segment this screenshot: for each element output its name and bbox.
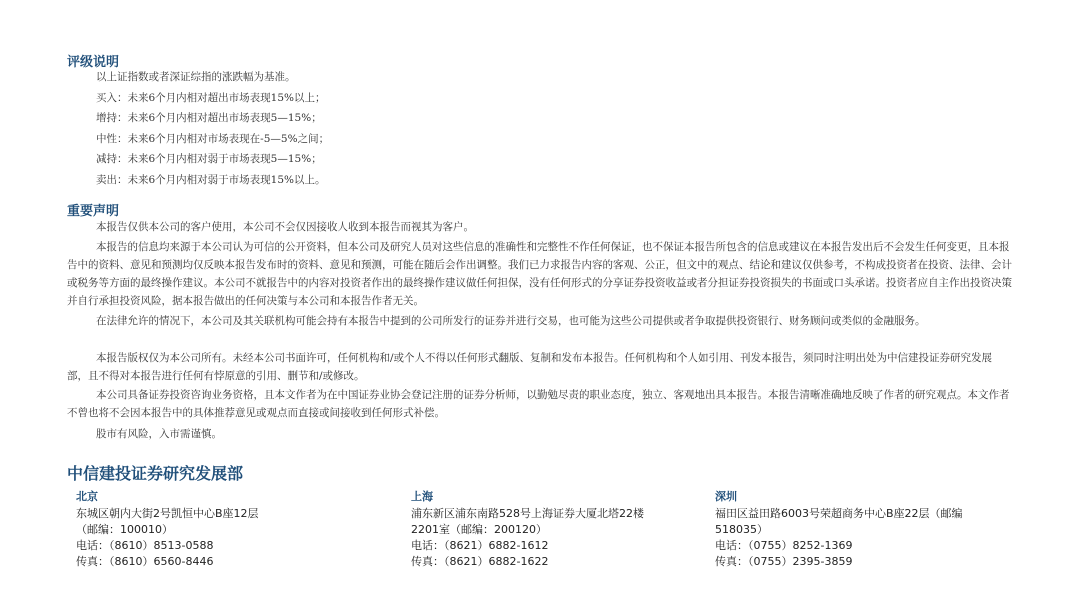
office-fax: 传真：（8621）6882-1622 [411,555,549,568]
disclaimer-paragraph: 本报告仅供本公司的客户使用，本公司不会仅因接收人收到本报告而视其为客户。 [96,221,474,233]
disclaimer-paragraph: 本公司具备证券投资咨询业务资格，且本文作者为在中国证券业协会登记注册的证券分析师，以勤勉尽责的职业态度，独立、客观地出具本报告。本报告清晰准确地反映了作者的研究观点。本文作者不曾也将不会因本报告中的具体推荐意见或观点而直接或间接收到任何形式补偿。 [67,389,1010,419]
disclaimer-title: 重要声明 [67,204,120,219]
office-fax: 传真：（8610）6560-8446 [76,555,214,568]
rating-overweight: 增持：未来6个月内相对超出市场表现5—15%； [96,112,322,124]
rating-title: 评级说明 [67,55,120,70]
office-shanghai [411,488,644,570]
office-beijing [76,488,259,570]
rating-sell: 卖出：未来6个月内相对弱于市场表现15%以上。 [96,174,326,186]
office-address: 福田区益田路6003号荣超商务中心B座22层（邮编 [715,507,963,520]
office-address: 东城区朝内大街2号凯恒中心B座12层 [76,507,259,520]
office-shenzhen [715,488,1015,570]
office-city: 北京 [76,490,98,503]
rating-neutral: 中性：未来6个月内相对市场表现在-5—5%之间； [96,133,330,145]
rating-buy: 买入：未来6个月内相对超出市场表现15%以上； [96,92,326,104]
office-address-cont: （邮编：100010） [76,523,173,536]
office-city: 上海 [411,490,433,503]
office-phone: 电话：（8621）6882-1612 [411,539,549,552]
office-address-cont: 518035） [715,523,768,536]
office-fax: 传真：（0755）2395-3859 [715,555,853,568]
disclaimer-paragraph: 在法律允许的情况下，本公司及其关联机构可能会持有本报告中提到的公司所发行的证券并进行交易，也可能为这些公司提供或者争取提供投资银行、财务顾问或类似的金融服务。 [96,315,926,327]
office-address: 浦东新区浦东南路528号上海证券大厦北塔22楼 [411,507,644,520]
disclaimer-paragraph: 本报告版权仅为本公司所有。未经本公司书面许可，任何机构和/或个人不得以任何形式翻版、复制和发布本报告。任何机构和个人如引用、刊发本报告，须同时注明出处为中信建投证券研究发展部，且不得对本报告进行任何有悖原意的引用、删节和/或修改。 [67,352,993,382]
office-address-cont: 2201室（邮编：200120） [411,523,547,536]
rating-basis: 以上证指数或者深证综指的涨跌幅为基准。 [96,71,296,83]
company-name: 中信建投证券研究发展部 [67,464,244,483]
rating-underweight: 减持：未来6个月内相对弱于市场表现5—15%； [96,153,322,165]
office-phone: 电话：（8610）8513-0588 [76,539,214,552]
disclaimer-paragraph: 本报告的信息均来源于本公司认为可信的公开资料，但本公司及研究人员对这些信息的准确性和完整性不作任何保证，也不保证本报告所包含的信息或建议在本报告发出后不会发生任何变更，且本报告中的资料、意见和预测均仅反映本报告发布时的资料、意见和预测，可能在随后会作出调整。我们已力求报告内容的客观、公正，但文中的观点、结论和建议仅供参考，不构成投资者在投资、法律、会计或税务等方面的最终操作建议。本公司不就报告中的内容对投资者作出的最终操作建议做任何担保，没有任何形式的分享证券投资收益或者分担证券投资损失的书面或口头承诺。投资者应自主作出投资决策并自行承担投资风险，据本报告做出的任何决策与本公司和本报告作者无关。 [67,241,1012,307]
disclaimer-paragraph: 股市有风险，入市需谨慎。 [96,428,222,440]
office-city: 深圳 [715,490,737,503]
office-phone: 电话：（0755）8252-1369 [715,539,853,552]
